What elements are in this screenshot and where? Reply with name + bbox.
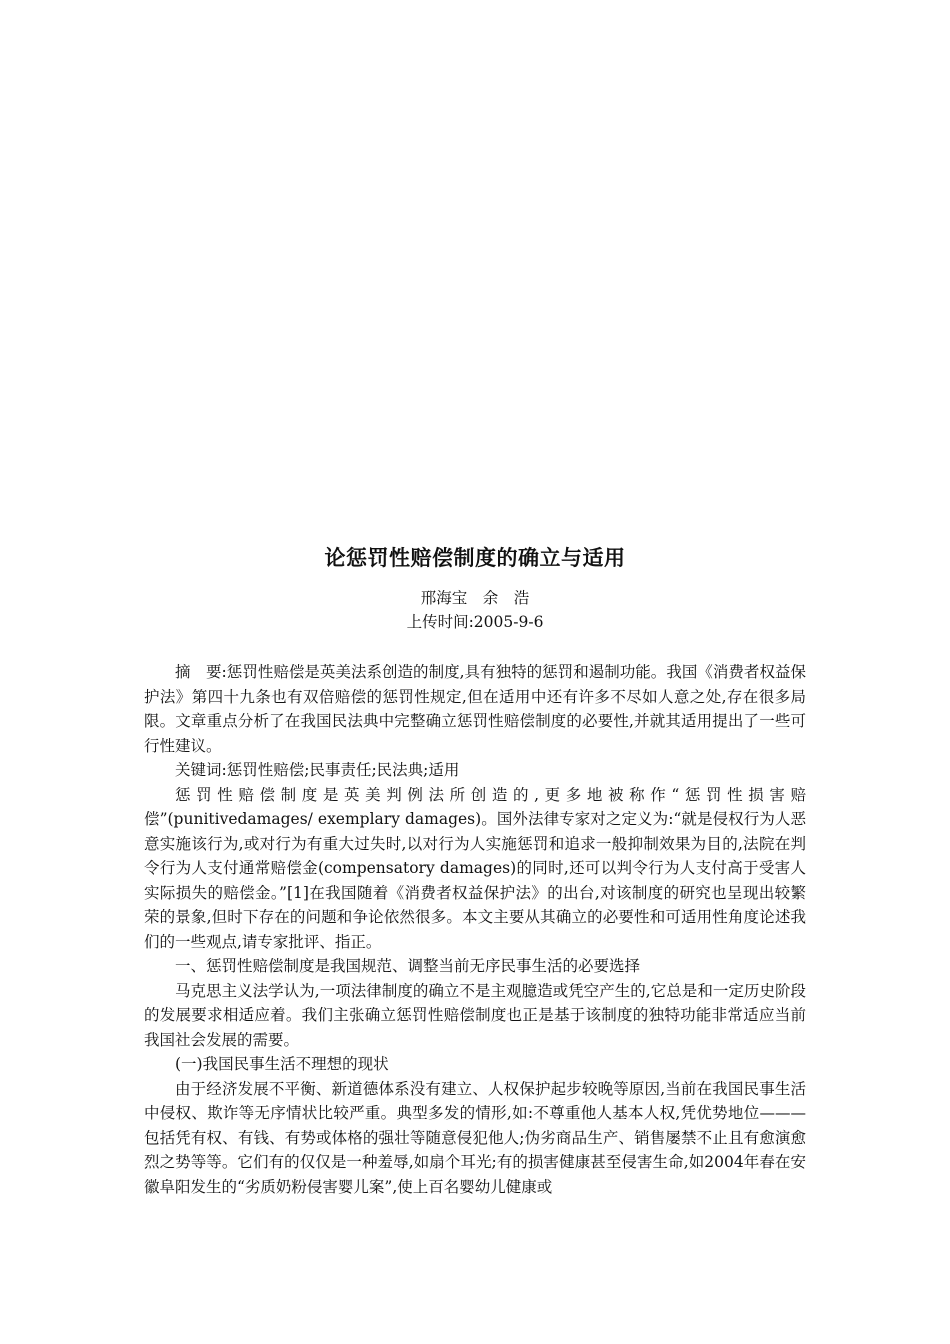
document-authors: 邢海宝 余 浩 [420,589,530,607]
keywords-paragraph: 关键词:惩罚性赔偿;民事责任;民法典;适用 [175,761,460,779]
upload-time: 上传时间:2005-9-6 [406,613,544,631]
document-page [144,540,806,1199]
document-title: 论惩罚性赔偿制度的确立与适用 [324,545,626,570]
section-1-paragraph: 马克思主义法学认为,一项法律制度的确立不是主观臆造或凭空产生的,它总是和一定历史阶段的发展要求相适应着。我们主张确立惩罚性赔偿制度也正是基于该制度的独特功能非常适应当前我国社会发展的需要。 [144,981,806,1049]
intro-paragraph: 惩罚性赔偿制度是英美判例法所创造的,更多地被称作“惩罚性损害赔偿”(punitivedamages/ exemplary damages)。国外法律专家对之定义为:“就是侵权行为人恶意实施该行为,或对行为有重大过失时,以对行为人实施惩罚和追求一般抑制效果为目的,法院在判令行为人支付通常赔偿金(compensatory damages)的同时,还可以判令行为人支付高于受害人实际损失的赔偿金。”[1]在我国随着《消费者权益保护法》的出台,对该制度的研究也呈现出较繁荣的景象,但时下存在的问题和争论依然很多。本文主要从其确立的必要性和可适用性角度论述我们的一些观点,请专家批评、指正。 [144,785,806,951]
subsection-1-paragraph: 由于经济发展不平衡、新道德体系没有建立、人权保护起步较晚等原因,当前在我国民事生活中侵权、欺诈等无序情状比较严重。典型多发的情形,如:不尊重他人基本人权,凭优势地位———包括凭有权、有钱、有势或体格的强壮等随意侵犯他人;伪劣商品生产、销售屡禁不止且有愈演愈烈之势等等。它们有的仅仅是一种羞辱,如扇个耳光;有的损害健康甚至侵害生命,如2004年春在安徽阜阳发生的“劣质奶粉侵害婴儿案”,使上百名婴幼儿健康或 [144,1079,806,1196]
abstract-paragraph: 摘 要:惩罚性赔偿是英美法系创造的制度,具有独特的惩罚和遏制功能。我国《消费者权益保护法》第四十九条也有双倍赔偿的惩罚性规定,但在适用中还有许多不尽如人意之处,存在很多局限。文章重点分析了在我国民法典中完整确立惩罚性赔偿制度的必要性,并就其适用提出了一些可行性建议。 [144,663,806,755]
subsection-heading-1: (一)我国民事生活不理想的现状 [175,1055,389,1073]
document-body [144,660,806,1199]
section-heading-1: 一、惩罚性赔偿制度是我国规范、调整当前无序民事生活的必要选择 [175,957,641,975]
